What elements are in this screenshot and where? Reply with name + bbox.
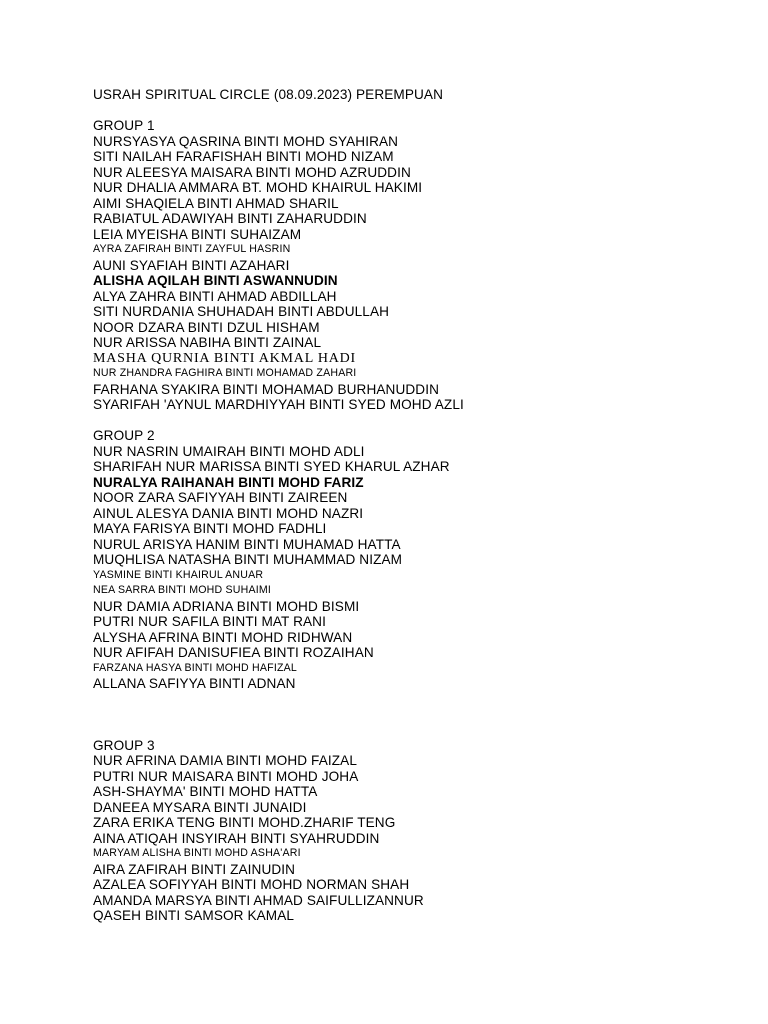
member-name: AYRA ZAFIRAH BINTI ZAYFUL HASRIN <box>93 243 291 255</box>
spacer <box>93 413 733 429</box>
member-name: MAYA FARISYA BINTI MOHD FADHLI <box>93 521 327 536</box>
group-heading: GROUP 1 <box>93 118 155 133</box>
member-name: NUR ALEESYA MAISARA BINTI MOHD AZRUDDIN <box>93 164 411 180</box>
member-name: SHARIFAH NUR MARISSA BINTI SYED KHARUL AZHAR <box>93 459 450 474</box>
member-name: NUR ARISSA NABIHA BINTI ZAINAL <box>93 335 322 350</box>
member-name: QASEH BINTI SAMSOR KAMAL <box>93 908 295 923</box>
member-name: MASHA QURNIA BINTI AKMAL HADI <box>93 350 357 366</box>
member-name: AINUL ALESYA DANIA BINTI MOHD NAZRI <box>93 505 364 521</box>
member-name: SITI NURDANIA SHUHADAH BINTI ABDULLAH <box>93 304 390 319</box>
group-2-section <box>93 428 733 692</box>
member-name: FARHANA SYAKIRA BINTI MOHAMAD BURHANUDDIN <box>93 381 440 397</box>
member-name: ZARA ERIKA TENG BINTI MOHD.ZHARIF TENG <box>93 815 396 830</box>
group-1-section <box>93 118 733 413</box>
member-name: DANEEA MYSARA BINTI JUNAIDI <box>93 799 307 815</box>
member-name: SITI NAILAH FARAFISHAH BINTI MOHD NIZAM <box>93 149 394 164</box>
member-name: NEA SARRA BINTI MOHD SUHAIMI <box>93 584 272 596</box>
member-name: PUTRI NUR SAFILA BINTI MAT RANI <box>93 614 326 629</box>
member-name: ALLANA SAFIYYA BINTI ADNAN <box>93 676 296 691</box>
member-name: ASH-SHAYMA' BINTI MOHD HATTA <box>93 784 318 799</box>
member-name: NURUL ARISYA HANIM BINTI MUHAMAD HATTA <box>93 536 401 552</box>
member-name: NURSYASYA QASRINA BINTI MOHD SYAHIRAN <box>93 133 399 149</box>
member-name: NUR AFRINA DAMIA BINTI MOHD FAIZAL <box>93 753 357 768</box>
member-name: NOOR ZARA SAFIYYAH BINTI ZAIREEN <box>93 490 348 505</box>
member-name: ALYSHA AFRINA BINTI MOHD RIDHWAN <box>93 629 353 645</box>
group-3-section <box>93 738 733 924</box>
member-name: NUR NASRIN UMAIRAH BINTI MOHD ADLI <box>93 443 365 459</box>
member-name: NUR DHALIA AMMARA BT. MOHD KHAIRUL HAKIMI <box>93 180 423 195</box>
member-name: AMANDA MARSYA BINTI AHMAD SAIFULLIZANNUR <box>93 892 424 908</box>
member-name: NOOR DZARA BINTI DZUL HISHAM <box>93 319 320 335</box>
member-name: AUNI SYAFIAH BINTI AZAHARI <box>93 257 290 273</box>
member-name: RABIATUL ADAWIYAH BINTI ZAHARUDDIN <box>93 211 367 226</box>
group-heading: GROUP 3 <box>93 737 155 753</box>
member-name: MARYAM ALISHA BINTI MOHD ASHA'ARI <box>93 847 301 859</box>
member-name: NUR ZHANDRA FAGHIRA BINTI MOHAMAD ZAHARI <box>93 367 357 379</box>
member-name: ALYA ZAHRA BINTI AHMAD ABDILLAH <box>93 288 337 304</box>
member-name: ALISHA AQILAH BINTI ASWANNUDIN <box>93 273 338 288</box>
member-name: AINA ATIQAH INSYIRAH BINTI SYAHRUDDIN <box>93 830 380 846</box>
page-title: USRAH SPIRITUAL CIRCLE (08.09.2023) PEREMPUAN <box>93 87 443 102</box>
member-name: LEIA MYEISHA BINTI SUHAIZAM <box>93 226 302 242</box>
member-name: NUR DAMIA ADRIANA BINTI MOHD BISMI <box>93 598 360 614</box>
spacer <box>93 692 733 738</box>
document-body <box>93 87 733 924</box>
member-name: NUR AFIFAH DANISUFIEA BINTI ROZAIHAN <box>93 645 374 660</box>
member-name: MUQHLISA NATASHA BINTI MUHAMMAD NIZAM <box>93 552 403 567</box>
member-name: AIMI SHAQIELA BINTI AHMAD SHARIL <box>93 195 339 211</box>
member-name: PUTRI NUR MAISARA BINTI MOHD JOHA <box>93 768 359 784</box>
member-name: AIRA ZAFIRAH BINTI ZAINUDIN <box>93 861 296 877</box>
group-heading: GROUP 2 <box>93 428 155 443</box>
member-name: YASMINE BINTI KHAIRUL ANUAR <box>93 568 264 581</box>
member-name: SYARIFAH 'AYNUL MARDHIYYAH BINTI SYED MOHD AZLI <box>93 397 464 412</box>
spacer <box>93 103 733 119</box>
member-name: FARZANA HASYA BINTI MOHD HAFIZAL <box>93 661 297 674</box>
member-name: AZALEA SOFIYYAH BINTI MOHD NORMAN SHAH <box>93 877 410 892</box>
member-name: NURALYA RAIHANAH BINTI MOHD FARIZ <box>93 474 364 490</box>
